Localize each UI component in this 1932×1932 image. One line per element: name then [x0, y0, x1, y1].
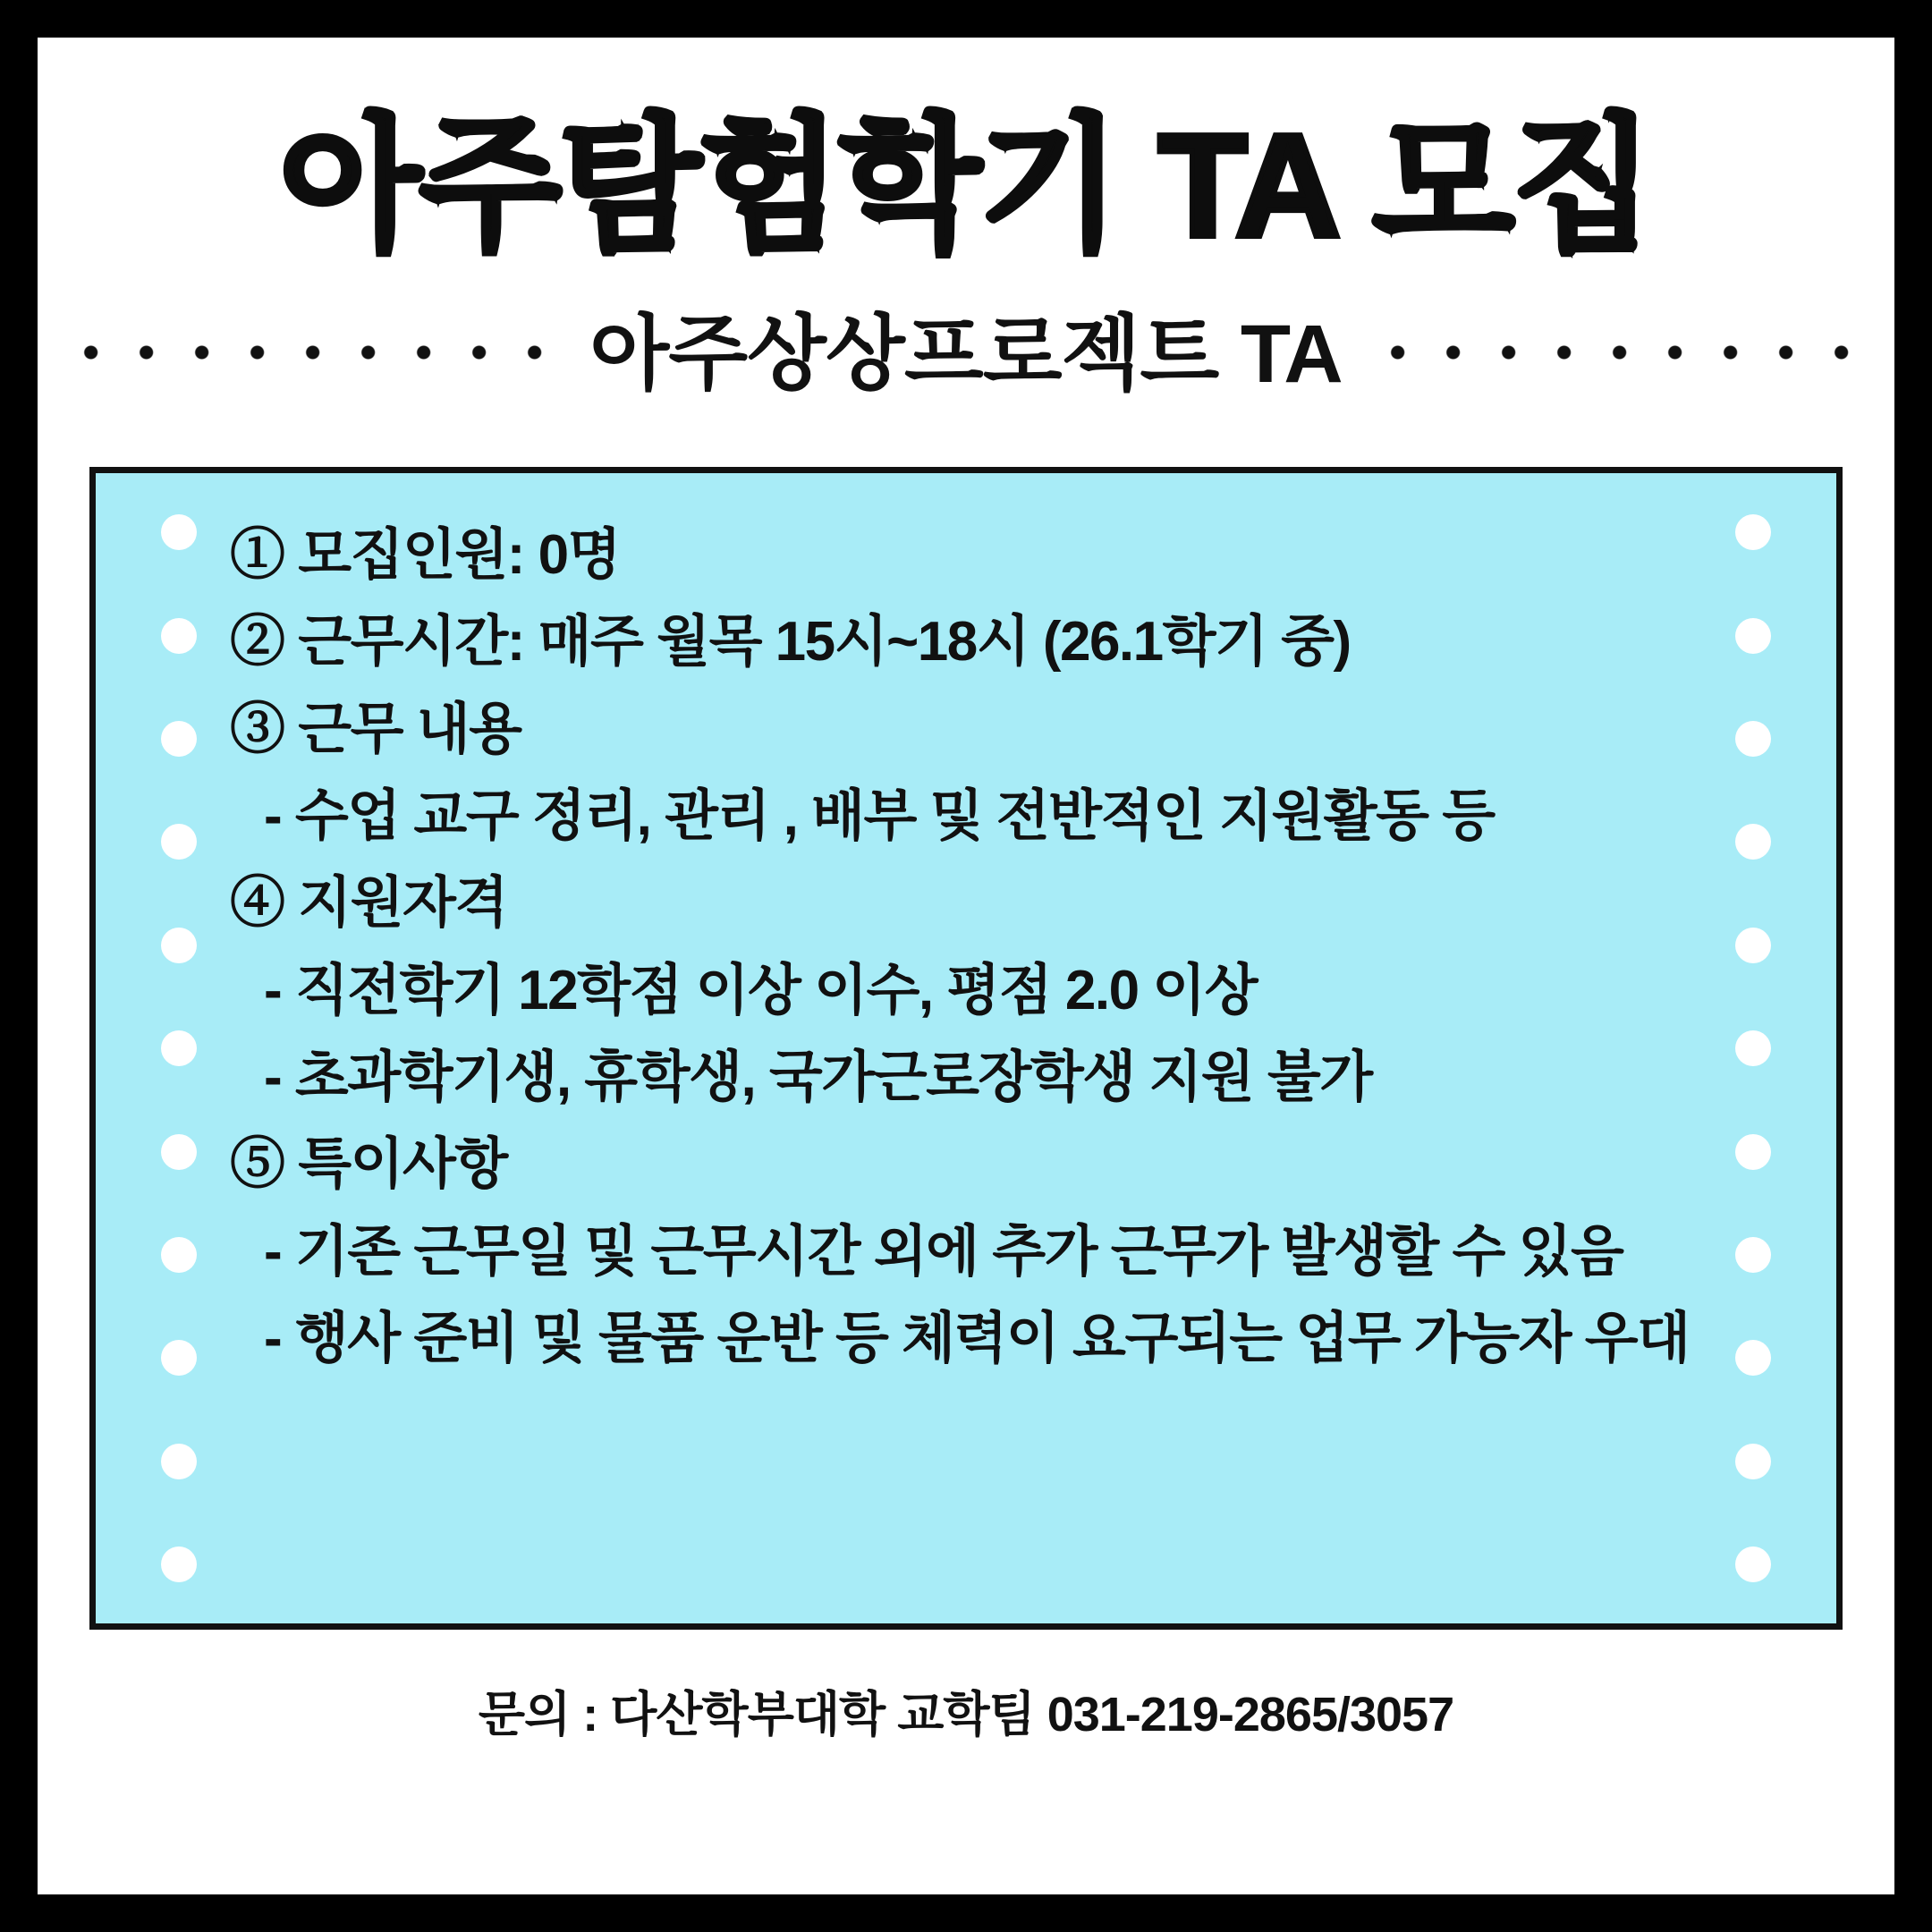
- info-panel: [89, 467, 1843, 1630]
- punch-hole-icon: [1735, 1030, 1771, 1066]
- punch-holes-left: [158, 514, 199, 1582]
- info-line: ⑤ 특이사항: [230, 1133, 507, 1196]
- punch-hole-icon: [161, 1237, 197, 1273]
- info-line: ③ 근무 내용: [230, 698, 521, 760]
- dotted-rule-left-icon: [52, 341, 573, 364]
- punch-hole-icon: [1735, 928, 1771, 963]
- punch-hole-icon: [1735, 1340, 1771, 1376]
- info-line: - 기존 근무일 및 근무시간 외에 추가 근무가 발생할 수 있음: [264, 1220, 1623, 1283]
- punch-hole-icon: [161, 514, 197, 550]
- punch-hole-icon: [1735, 1134, 1771, 1170]
- punch-hole-icon: [1735, 1546, 1771, 1582]
- info-line: ② 근무시간: 매주 월목 15시~18시 (26.1학기 중): [230, 611, 1351, 674]
- punch-hole-icon: [161, 1444, 197, 1479]
- poster-canvas: [38, 38, 1894, 1894]
- contact-footer: 문의 : 다산학부대학 교학팀 031-219-2865/3057: [478, 1688, 1454, 1742]
- punch-hole-icon: [161, 618, 197, 654]
- page-subtitle: 아주상상프로젝트 TA: [573, 288, 1358, 406]
- info-line: - 행사 준비 및 물품 운반 등 체력이 요구되는 업무 가능자 우대: [264, 1307, 1690, 1369]
- punch-hole-icon: [1735, 1237, 1771, 1273]
- punch-holes-right: [1733, 514, 1774, 1582]
- info-line-list: [230, 523, 1738, 1370]
- punch-hole-icon: [1735, 721, 1771, 757]
- dotted-rule-right-icon: [1359, 341, 1880, 364]
- punch-hole-icon: [161, 1134, 197, 1170]
- punch-hole-icon: [1735, 618, 1771, 654]
- info-line: - 직전학기 12학점 이상 이수, 평점 2.0 이상: [264, 959, 1258, 1021]
- info-line: ① 모집인원: 0명: [230, 524, 621, 587]
- punch-hole-icon: [1735, 824, 1771, 860]
- info-line: - 수업 교구 정리, 관리 , 배부 및 전반적인 지원활동 등: [264, 785, 1495, 848]
- punch-hole-icon: [161, 824, 197, 860]
- punch-hole-icon: [161, 1546, 197, 1582]
- info-line: - 초과학기생, 휴학생, 국가근로장학생 지원 불가: [264, 1046, 1372, 1108]
- punch-hole-icon: [161, 928, 197, 963]
- punch-hole-icon: [1735, 514, 1771, 550]
- punch-hole-icon: [1735, 1444, 1771, 1479]
- page-title: 아주탐험학기 TA 모집: [279, 104, 1653, 267]
- punch-hole-icon: [161, 721, 197, 757]
- info-panel-wrapper: [89, 467, 1843, 1630]
- info-line: ④ 지원자격: [230, 872, 507, 935]
- punch-hole-icon: [161, 1340, 197, 1376]
- punch-hole-icon: [161, 1030, 197, 1066]
- subtitle-row: [38, 293, 1894, 411]
